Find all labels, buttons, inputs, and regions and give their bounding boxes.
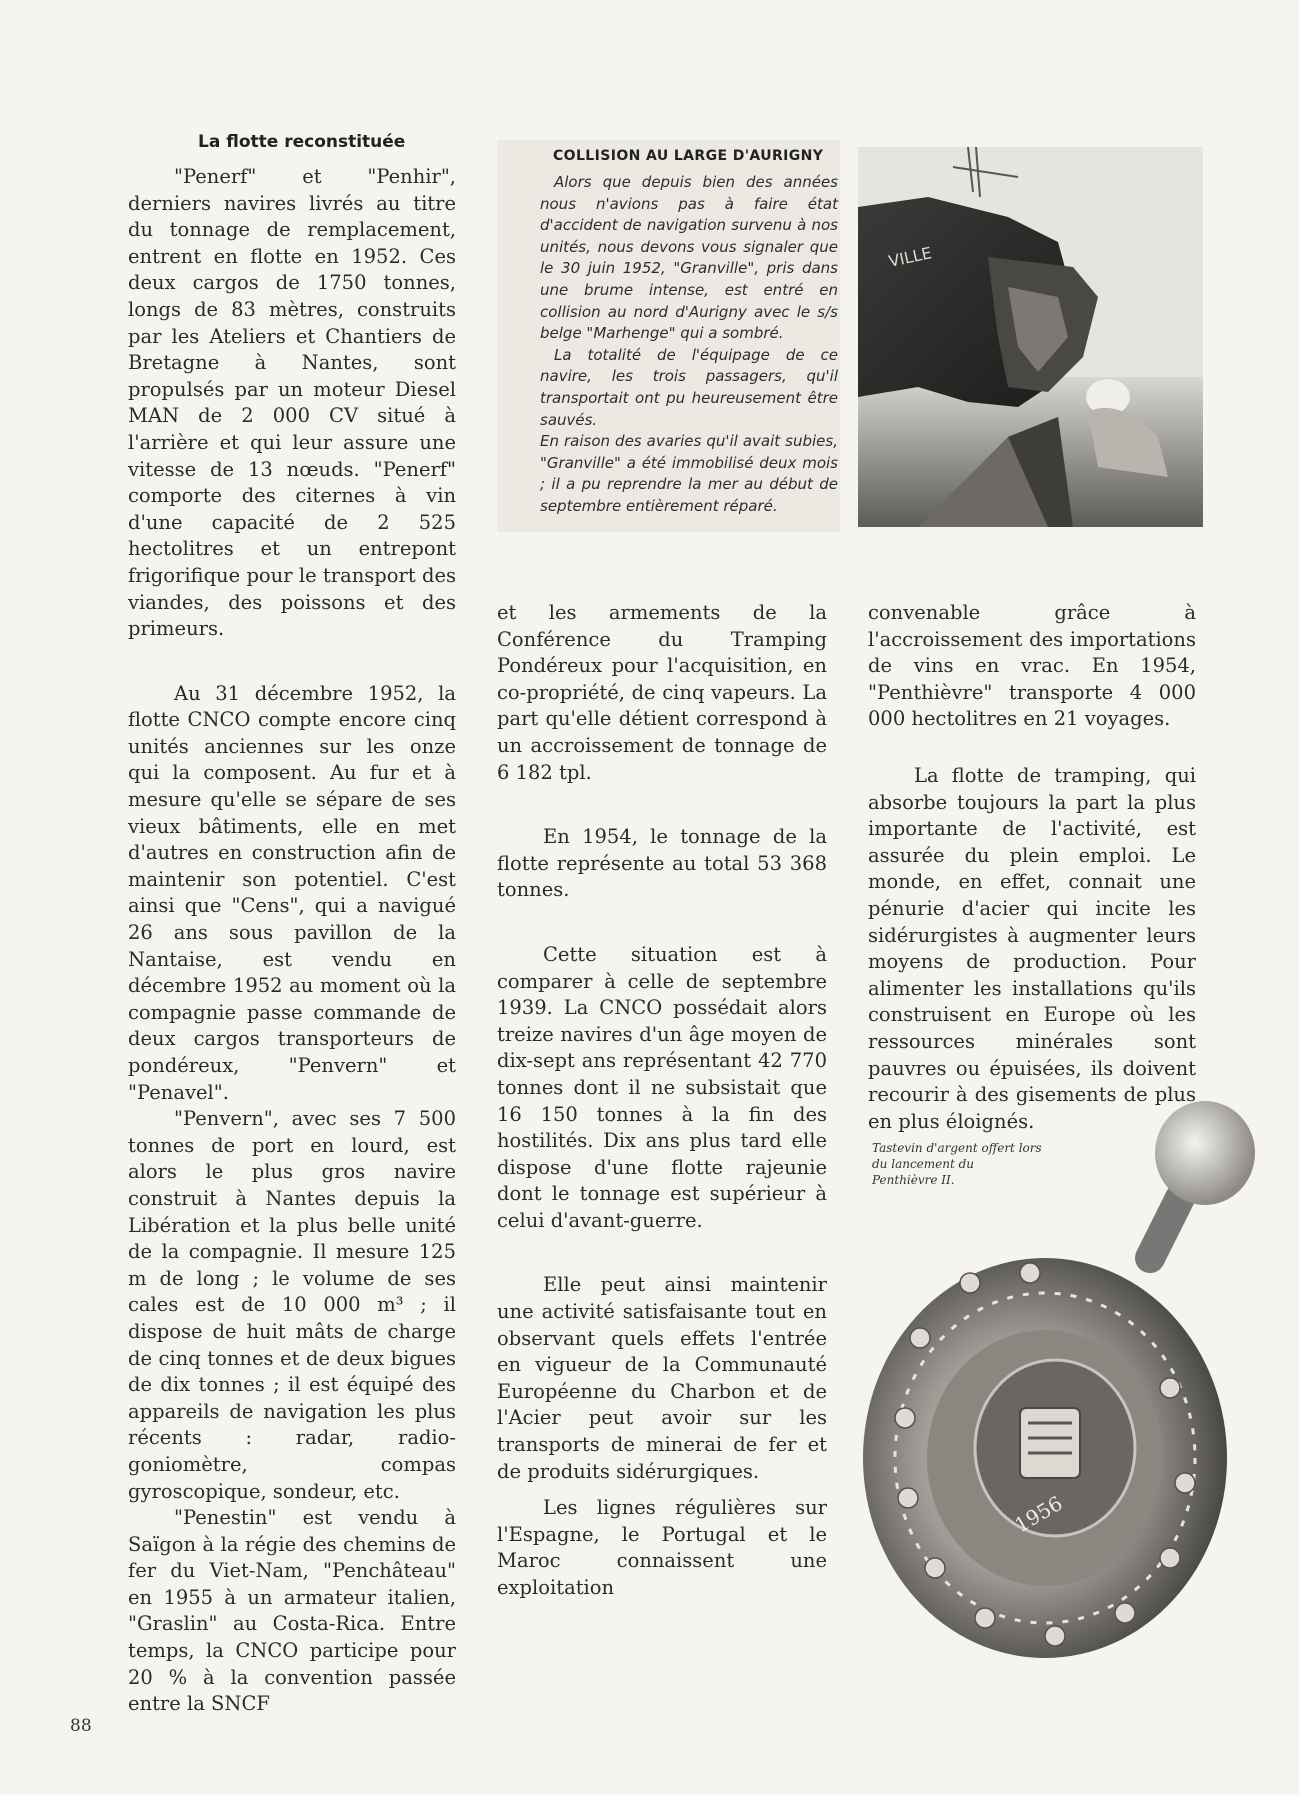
sidebar-text	[540, 172, 838, 518]
paragraph: Les lignes régulières sur l'Espagne, le Portugal et le Maroc connaissent une exploitation	[497, 1496, 827, 1599]
column-left	[128, 164, 456, 1718]
paragraph: et les armements de la Conférence du Tramping Pondéreux pour l'acquisition, en co-propriété, de cinq vapeurs. La part qu'elle détient correspond à un accroissement de tonnage de 6 182 tpl.	[497, 601, 827, 784]
column-right	[868, 600, 1196, 1135]
page-number: 88	[70, 1716, 92, 1736]
sidebar-paragraph: Alors que depuis bien des années nous n'avions pas à faire état d'accident de navigation survenu à nos unités, nous devons vous signaler que le 30 juin 1952, "Granville", pris dans une brume intense, est entré en collision au nord d'Aurigny avec le s/s belge "Marhenge" qui a sombré.	[540, 173, 838, 343]
column-middle	[497, 600, 827, 1602]
paragraph: Cette situation est à comparer à celle de septembre 1939. La CNCO possédait alors treize navires d'un âge moyen de dix-sept ans représentant 42 770 tonnes dont il ne subsistait que 16 150 tonnes à la fin des hostilités. Dix ans plus tard elle dispose d'une flotte rajeunie dont le tonnage est supérieur à celui d'avant-guerre.	[497, 942, 827, 1232]
paragraph: La flotte de tramping, qui absorbe toujours la part la plus importante de l'activité, est assurée du plein emploi. Le monde, en effet, connait une pénurie d'acier qui incite les sidérurgistes à augmenter leurs moyens de production. Pour alimenter les installations qu'ils construisent en Europe où les ressources minérales sont pauvres ou épuisées, ils doivent recourir à des gisements de plus en plus éloignés.	[868, 763, 1196, 1133]
ship-collision-photo	[858, 147, 1203, 527]
sidebar-title: COLLISION AU LARGE D'AURIGNY	[553, 148, 824, 164]
paragraph: Elle peut ainsi maintenir une activité satisfaisante tout en observant quels effets l'entrée en vigueur de la Communauté Européenne du Charbon et de l'Acier peut avoir sur les transports de minerai de fer et de produits sidérurgiques.	[497, 1273, 827, 1483]
sidebar-paragraph: La totalité de l'équipage de ce navire, les trois passagers, qu'il transportait ont pu heureusement être sauvés.	[540, 345, 838, 429]
paragraph: "Penerf" et "Penhir", derniers navires livrés au titre du tonnage de remplacement, entrent en flotte en 1952. Ces deux cargos de 1750 tonnes, longs de 83 mètres, construits par les Ateliers et Chantiers de Bretagne à Nantes, sont propulsés par un moteur Diesel MAN de 2 000 CV situé à l'arrière et qui leur assure une vitesse de 13 nœuds. "Penerf" comporte des citernes à vin d'une capacité de 2 525 hectolitres et un entrepont frigorifique pour le transport des viandes, des poissons et des primeurs.	[128, 165, 456, 641]
paragraph: En 1954, le tonnage de la flotte représente au total 53 368 tonnes.	[497, 825, 827, 902]
paragraph: Au 31 décembre 1952, la flotte CNCO compte encore cinq unités anciennes sur les onze qui la composent. Au fur et à mesure qu'elle se sépare de ses vieux bâtiments, elle en met d'autres en construction afin de maintenir son potentiel. C'est ainsi que "Cens", qui a navigué 26 ans sous pavillon de la Nantaise, est vendu en décembre 1952 au moment où la compagnie passe commande de deux cargos transporteurs de pondéreux, "Penvern" et "Penavel".	[128, 681, 456, 1104]
paragraph: "Penvern", avec ses 7 500 tonnes de port en lourd, est alors le plus gros navire construit à Nantes depuis la Libération et la plus belle unité de la compagnie. Il mesure 125 m de long ; le volume de ses cales est de 10 000 m³ ; il dispose de huit mâts de charge de cinq tonnes et de deux bigues de dix tonnes ; il est équipé des appareils de navigation les plus récents : radar, radio-goniomètre, compas gyroscopique, sondeur, etc.	[128, 1107, 456, 1503]
paragraph: "Penestin" est vendu à Saïgon à la régie des chemins de fer du Viet-Nam, "Penchâteau" en 1955 à un armateur italien, "Graslin" au Costa-Rica. Entre temps, la CNCO participe pour 20 % à la convention passée entre la SNCF	[128, 1506, 456, 1716]
photo-caption: Tastevin d'argent offert lors du lancement du Penthièvre II.	[872, 1141, 1042, 1187]
hull-lettering: VILLE	[886, 243, 934, 271]
section-heading: La flotte reconstituée	[198, 132, 406, 152]
paragraph: convenable grâce à l'accroissement des importations de vins en vrac. En 1954, "Penthièvre" transporte 4 000 000 hectolitres en 21 voyages.	[868, 601, 1196, 731]
sidebar-paragraph: En raison des avaries qu'il avait subies, "Granville" a été immobilisé deux mois ; il a pu reprendre la mer au début de septembre entièrement réparé.	[540, 432, 838, 515]
tastevin-inscription: 1956	[1010, 1491, 1067, 1538]
